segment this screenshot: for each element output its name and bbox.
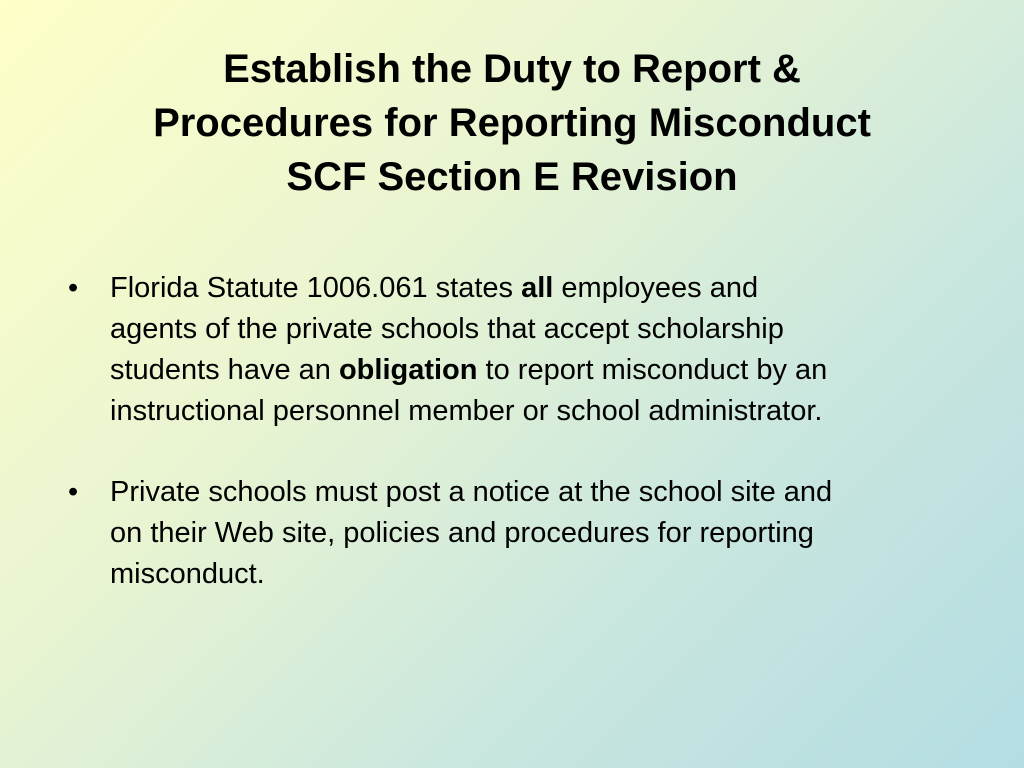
bullet-line: Private schools must post a notice at the school site and [110, 476, 833, 508]
bullet-line [110, 268, 968, 309]
bullet-text: to report misconduct by an [477, 354, 828, 386]
bullet-text: students have an [110, 354, 339, 386]
bullet-line: misconduct. [110, 558, 265, 590]
bullet-item-statute [68, 268, 968, 432]
bullet-item-notice [68, 472, 968, 595]
emphasis-text: all [521, 272, 554, 304]
bullet-line [110, 350, 968, 391]
title-line: Procedures for Reporting Misconduct [153, 101, 871, 145]
emphasis-text: obligation [338, 354, 478, 386]
bullet-glyph: • [68, 272, 79, 304]
title-line: Establish the Duty to Report & [223, 47, 801, 91]
bullet-text: employees and [553, 272, 759, 304]
bullet-line: instructional personnel member or school administrator. [110, 395, 823, 427]
bullet-line: agents of the private schools that accept scholarship [110, 313, 784, 345]
bullet-text: Florida Statute 1006.061 states [110, 272, 522, 304]
bullet-list [68, 268, 968, 635]
bullet-glyph: • [68, 476, 79, 508]
bullet-line: on their Web site, policies and procedures for reporting [110, 517, 814, 549]
slide-title [60, 42, 964, 204]
title-line: SCF Section E Revision [286, 155, 738, 199]
